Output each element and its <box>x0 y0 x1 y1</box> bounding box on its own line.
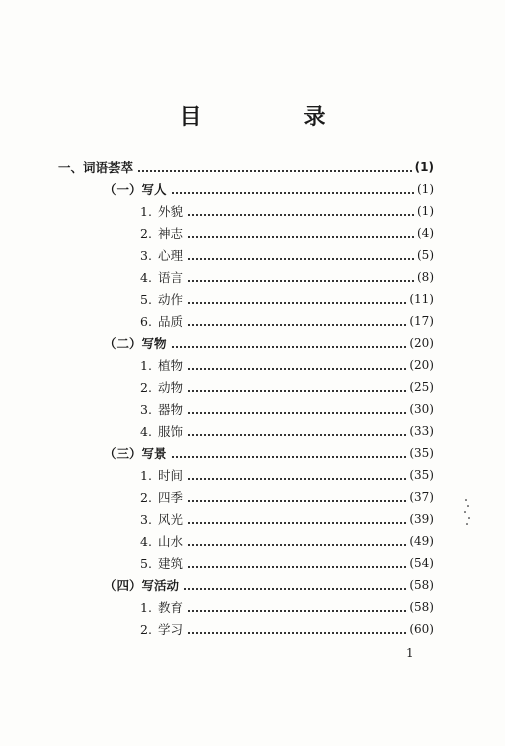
toc-entry-number: 2. <box>140 380 152 395</box>
dot-leader <box>138 170 412 172</box>
dot-leader <box>188 214 414 216</box>
toc-entry-item[interactable] <box>140 377 434 397</box>
toc-entry-number: 5. <box>140 292 152 307</box>
toc-entry-item[interactable] <box>140 619 434 639</box>
toc-entry-page: (60) <box>409 622 434 636</box>
toc-entry-number: 4. <box>140 424 152 439</box>
scan-specks <box>463 497 471 527</box>
toc-entry-number: 5. <box>140 556 152 571</box>
toc-entry-page: (4) <box>417 226 434 240</box>
toc-entry-page: (30) <box>409 402 434 416</box>
toc-entry-page: (37) <box>409 490 434 504</box>
dot-leader <box>184 588 406 590</box>
toc-entry-item[interactable] <box>140 355 434 375</box>
dot-leader <box>172 456 407 458</box>
toc-entry-number: 4. <box>140 534 152 549</box>
toc-entry-number: 1. <box>140 600 152 615</box>
toc-entry-page: (1) <box>417 204 434 218</box>
toc-entry-page: (39) <box>409 512 434 526</box>
toc-entry-page: (11) <box>409 292 434 306</box>
dot-leader <box>188 258 414 260</box>
toc-entry-page: (20) <box>409 358 434 372</box>
toc-entry-number: 1. <box>140 468 152 483</box>
dot-leader <box>188 302 406 304</box>
toc-entry-item[interactable] <box>140 421 434 441</box>
toc-entry-page: (25) <box>409 380 434 394</box>
toc-entry-label: 教育 <box>158 600 184 615</box>
toc-entry-page: (54) <box>409 556 434 570</box>
toc-entry-subsection[interactable] <box>104 575 434 595</box>
toc-entry-item[interactable] <box>140 245 434 265</box>
toc-entry-label: 动物 <box>158 380 184 395</box>
page-title: 目 录 <box>179 105 366 130</box>
toc-entry-page: (1) <box>414 160 434 174</box>
toc-entry-label: （三）写景 <box>104 446 167 461</box>
toc-entry-number: 1. <box>140 358 152 373</box>
toc-entry-label: 植物 <box>158 358 184 373</box>
toc-entry-label: 建筑 <box>158 556 184 571</box>
dot-leader <box>172 346 407 348</box>
toc-entry-number: 2. <box>140 490 152 505</box>
toc-entry-item[interactable] <box>140 531 434 551</box>
toc-entry-label: 语言 <box>158 270 184 285</box>
toc-entry-page: (33) <box>409 424 434 438</box>
toc-entry-number: 3. <box>140 512 152 527</box>
toc-entry-item[interactable] <box>140 311 434 331</box>
toc-entry-number: 2. <box>140 622 152 637</box>
page-number: 1 <box>406 646 414 660</box>
toc-entry-label: 山水 <box>158 534 184 549</box>
dot-leader <box>188 500 406 502</box>
toc-entry-section-1[interactable] <box>58 157 434 177</box>
toc-entry-number: 3. <box>140 248 152 263</box>
toc-entry-label: 心理 <box>158 248 184 263</box>
toc-entry-label: 时间 <box>158 468 184 483</box>
dot-leader <box>188 434 406 436</box>
toc-entry-number: 2. <box>140 226 152 241</box>
toc-entry-item[interactable] <box>140 465 434 485</box>
toc-entry-item[interactable] <box>140 223 434 243</box>
toc-entry-subsection[interactable] <box>104 333 434 353</box>
toc-entry-page: (1) <box>417 182 434 196</box>
toc-entry-label: （二）写物 <box>104 336 167 351</box>
dot-leader <box>188 368 406 370</box>
dot-leader <box>188 544 406 546</box>
toc-entry-page: (35) <box>409 446 434 460</box>
toc-entry-label: 外貌 <box>158 204 184 219</box>
toc-entry-label: 动作 <box>158 292 184 307</box>
dot-leader <box>188 324 406 326</box>
dot-leader <box>188 522 406 524</box>
toc-entry-label: （四）写活动 <box>104 578 180 593</box>
toc-entry-item[interactable] <box>140 487 434 507</box>
toc-entry-item[interactable] <box>140 201 434 221</box>
dot-leader <box>188 236 414 238</box>
toc-entry-page: (49) <box>409 534 434 548</box>
dot-leader <box>188 412 406 414</box>
toc-entry-label: 神志 <box>158 226 184 241</box>
toc-entry-page: (20) <box>409 336 434 350</box>
toc-entry-label: 器物 <box>158 402 184 417</box>
toc-entry-label: 风光 <box>158 512 184 527</box>
toc-entry-label: 品质 <box>158 314 184 329</box>
dot-leader <box>188 390 406 392</box>
toc-entry-item[interactable] <box>140 267 434 287</box>
toc-entry-number: 4. <box>140 270 152 285</box>
toc-entry-number: 6. <box>140 314 152 329</box>
toc-entry-number: 3. <box>140 402 152 417</box>
dot-leader <box>188 610 406 612</box>
toc-entry-page: (17) <box>409 314 434 328</box>
dot-leader <box>188 566 406 568</box>
toc-entry-page: (35) <box>409 468 434 482</box>
toc-entry-item[interactable] <box>140 597 434 617</box>
toc-entry-label: 四季 <box>158 490 184 505</box>
dot-leader <box>188 478 406 480</box>
toc-entry-item[interactable] <box>140 509 434 529</box>
toc-entry-page: (58) <box>409 600 434 614</box>
dot-leader <box>188 280 414 282</box>
toc-entry-item[interactable] <box>140 399 434 419</box>
toc-entry-label: 一、词语荟萃 <box>58 160 134 175</box>
toc-entry-subsection[interactable] <box>104 179 434 199</box>
toc-entry-label: 学习 <box>158 622 184 637</box>
toc-entry-subsection[interactable] <box>104 443 434 463</box>
dot-leader <box>188 632 406 634</box>
toc-entry-number: 1. <box>140 204 152 219</box>
dot-leader <box>172 192 414 194</box>
toc-entry-page: (58) <box>409 578 434 592</box>
toc-entry-item[interactable] <box>140 289 434 309</box>
toc-entry-label: 服饰 <box>158 424 184 439</box>
toc-entry-page: (5) <box>417 248 434 262</box>
toc-entry-label: （一）写人 <box>104 182 167 197</box>
toc-entry-item[interactable] <box>140 553 434 573</box>
toc-entry-page: (8) <box>417 270 434 284</box>
